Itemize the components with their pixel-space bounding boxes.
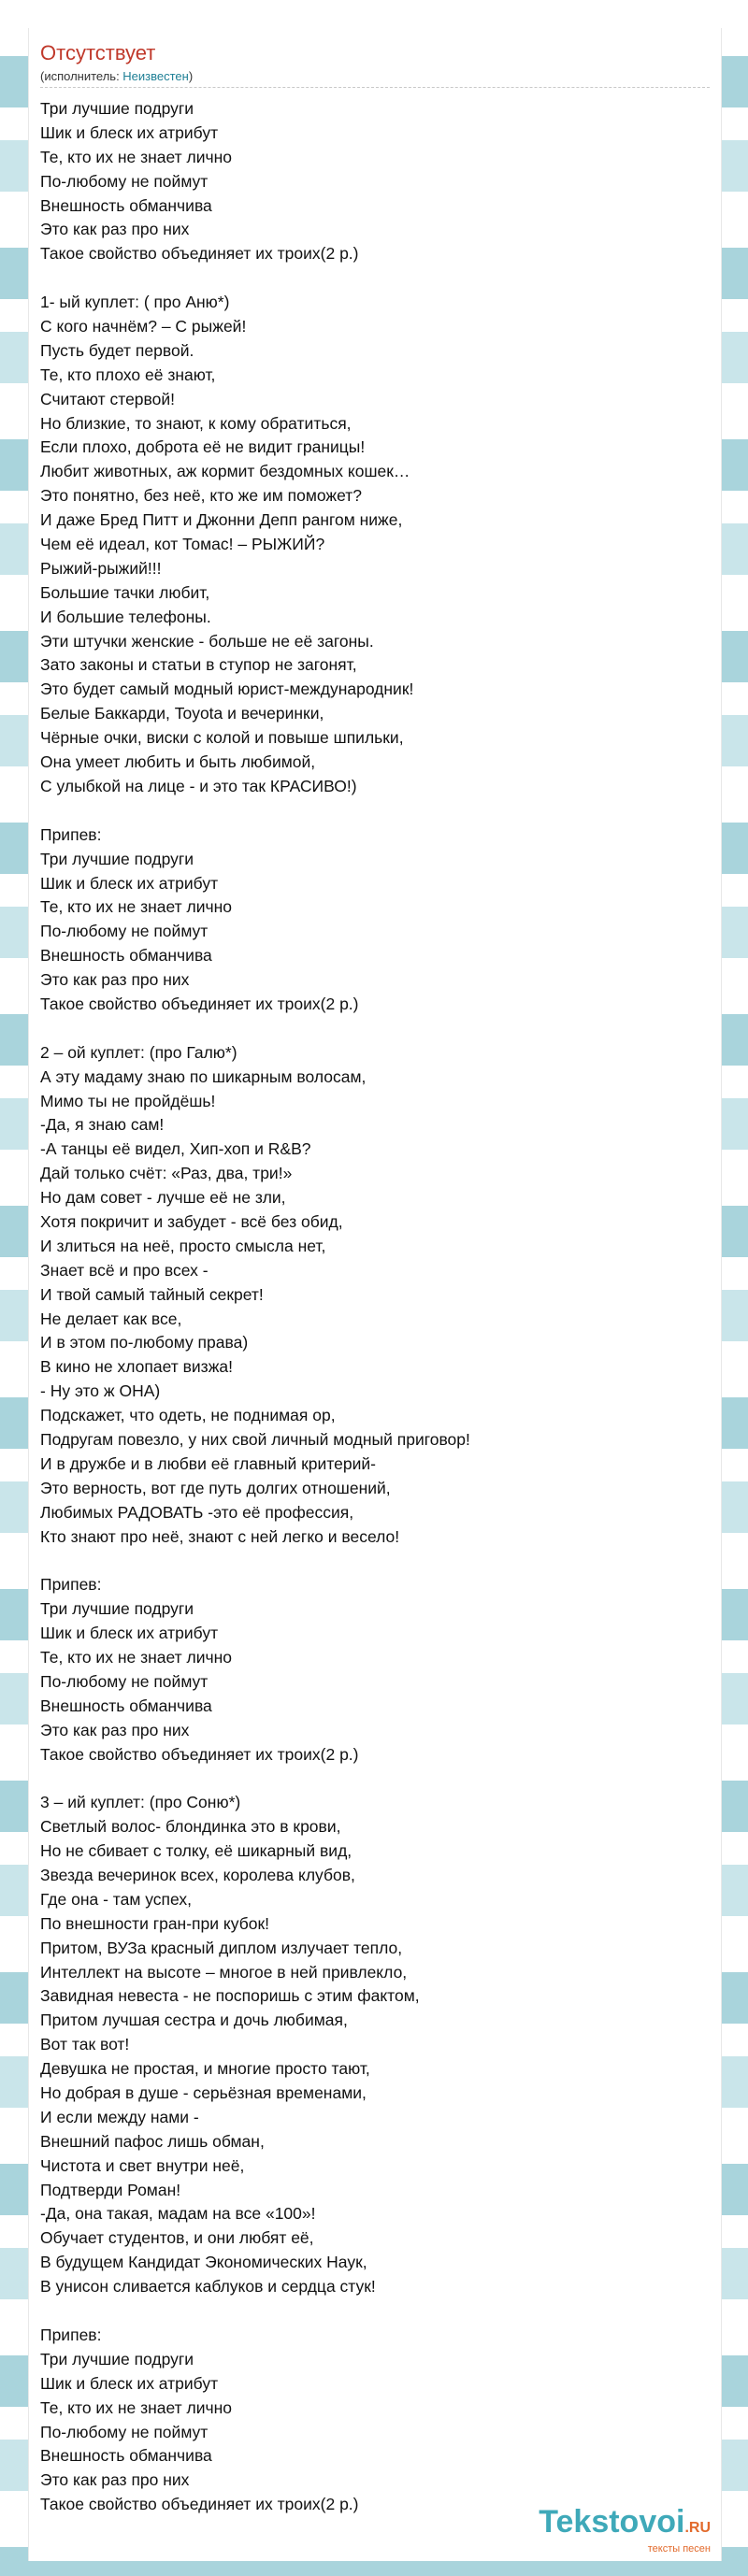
lyric-line: Светлый волос- блондинка это в крови,: [40, 1817, 341, 1837]
lyric-line: Белые Баккарди, Toyota и вечеринки,: [40, 704, 324, 723]
lyric-line: И в этом по-любому права): [40, 1333, 249, 1352]
lyric-line: С кого начнём? – С рыжей!: [40, 317, 247, 336]
lyric-line: Три лучшие подруги: [40, 99, 194, 118]
lyric-line: Такое свойство объединяет их троих(2 р.): [40, 2495, 359, 2514]
logo-name: Tekstovoi: [539, 2504, 685, 2540]
lyric-line: Это как раз про них: [40, 2470, 190, 2490]
lyric-line: Пусть будет первой.: [40, 340, 194, 360]
lyric-line: Такое свойство объединяет их троих(2 р.): [40, 994, 359, 1013]
song-title: Отсутствует: [40, 41, 156, 64]
lyric-line: В кино не хлопает визжа!: [40, 1357, 234, 1377]
lyric-line: Вот так вот!: [40, 2035, 130, 2054]
lyric-line: 2 – ой куплет: (про Галю*): [40, 1042, 237, 1062]
lyric-line: Мимо ты не пройдёшь!: [40, 1091, 216, 1110]
lyric-line: По-любому не поймут: [40, 2422, 209, 2441]
lyric-line: Но близкие, то знают, к кому обратиться,: [40, 413, 352, 433]
lyric-line: Припев:: [40, 1575, 102, 1595]
lyric-line: Хотя покричит и забудет - всё без обид,: [40, 1211, 343, 1231]
lyric-line: Чем её идеал, кот Томас! – РЫЖИЙ?: [40, 535, 325, 554]
lyric-line: Дай только счёт: «Раз, два, три!»: [40, 1164, 293, 1183]
lyric-blank-line: [40, 266, 710, 291]
lyric-line: Те, кто их не знает лично: [40, 147, 233, 166]
artist-line: [40, 69, 193, 83]
lyric-line: Это верность, вот где путь долгих отношений,: [40, 1478, 391, 1497]
lyric-line: Те, кто их не знает лично: [40, 897, 233, 917]
lyric-line: Это как раз про них: [40, 220, 190, 239]
lyric-line: Если плохо, доброта её не видит границы!: [40, 437, 366, 457]
lyric-line: Подскажет, что одеть, не поднимая ор,: [40, 1406, 336, 1425]
lyric-line: Не делает как все,: [40, 1309, 182, 1328]
lyric-line: -Да, она такая, мадам на все «100»!: [40, 2204, 316, 2224]
artist-link[interactable]: Неизвестен: [122, 69, 189, 83]
lyric-line: Те, кто их не знает лично: [40, 2397, 233, 2417]
lyric-line: И если между нами -: [40, 2107, 199, 2126]
lyric-line: Считают стервой!: [40, 389, 176, 408]
lyric-line: Знает всё и про всех -: [40, 1260, 209, 1280]
logo-tagline: тексты песен: [647, 2543, 711, 2555]
lyric-line: По-любому не поймут: [40, 171, 209, 191]
lyric-line: Но добрая в душе - серьёзная временами,: [40, 2083, 367, 2103]
lyric-line: В унисон сливается каблуков и сердца стук!: [40, 2277, 376, 2297]
lyric-line: Это будет самый модный юрист-международник!: [40, 680, 414, 699]
lyric-line: И в дружбе и в любви её главный критерий-: [40, 1453, 376, 1473]
lyric-line: Внешность обманчива: [40, 946, 212, 966]
lyric-line: В будущем Кандидат Экономических Наук,: [40, 2253, 367, 2272]
lyric-line: Она умеет любить и быть любимой,: [40, 752, 316, 772]
lyric-blank-line: [40, 799, 710, 823]
lyric-line: Внешний пафос лишь обман,: [40, 2131, 265, 2151]
lyric-line: Те, кто их не знает лично: [40, 1648, 233, 1667]
lyric-line: Те, кто плохо её знают,: [40, 365, 216, 384]
lyric-line: Притом лучшая сестра и дочь любимая,: [40, 2011, 348, 2030]
lyric-line: По внешности гран-при кубок!: [40, 1913, 269, 1933]
lyric-line: Эти штучки женские - больше не её загоны.: [40, 631, 374, 651]
lyric-line: Три лучшие подруги: [40, 2349, 194, 2368]
lyric-line: И большие телефоны.: [40, 607, 211, 626]
lyric-line: Шик и блеск их атрибут: [40, 873, 219, 893]
lyric-line: Внешность обманчива: [40, 2446, 212, 2466]
lyric-line: А эту мадаму знаю по шикарным волосам,: [40, 1066, 367, 1086]
lyric-line: Обучает студентов, и они любят её,: [40, 2228, 314, 2248]
lyric-line: Но дам совет - лучше её не зли,: [40, 1188, 286, 1208]
lyric-line: Рыжий-рыжий!!!: [40, 558, 162, 578]
lyric-line: Такое свойство объединяет их троих(2 р.): [40, 244, 359, 264]
lyric-line: По-любому не поймут: [40, 1671, 209, 1691]
lyric-line: Завидная невеста - не поспоришь с этим фактом,: [40, 1986, 420, 2006]
lyric-line: - Ну это ж ОНА): [40, 1381, 161, 1401]
lyric-line: Припев:: [40, 2325, 102, 2344]
lyric-line: -А танцы её видел, Хип-хоп и R&B?: [40, 1139, 311, 1159]
lyric-line: Чистота и свет внутри неё,: [40, 2155, 245, 2175]
lyric-line: Любимых РАДОВАТЬ -это её профессия,: [40, 1502, 354, 1522]
lyric-line: Шик и блеск их атрибут: [40, 1624, 219, 1643]
artist-suffix: ): [188, 69, 194, 83]
lyric-line: Девушка не простая, и многие просто тают,: [40, 2059, 370, 2079]
lyric-line: Притом, ВУЗа красный диплом излучает тепло,: [40, 1938, 403, 1957]
lyric-line: Где она - там успех,: [40, 1889, 192, 1909]
lyric-line: Внешность обманчива: [40, 1696, 212, 1715]
lyric-line: 3 – ий куплет: (про Соню*): [40, 1793, 241, 1812]
lyric-line: Большие тачки любит,: [40, 582, 210, 602]
lyric-line: И даже Бред Питт и Джонни Депп рангом ниже,: [40, 510, 403, 530]
lyric-line: Шик и блеск их атрибут: [40, 122, 219, 142]
lyric-line: Звезда вечеринок всех, королева клубов,: [40, 1866, 355, 1885]
logo-tld: .RU: [684, 2520, 711, 2536]
lyric-line: Это понятно, без неё, кто же им поможет?: [40, 486, 363, 506]
lyric-line: И злиться на неё, просто смысла нет,: [40, 1236, 326, 1255]
lyric-line: Это как раз про них: [40, 970, 190, 990]
lyric-line: Шик и блеск их атрибут: [40, 2373, 219, 2393]
header-divider: [40, 87, 710, 88]
lyric-line: Подтверди Роман!: [40, 2180, 181, 2199]
lyric-line: Кто знают про неё, знают с ней легко и весело!: [40, 1526, 400, 1546]
lyric-line: Припев:: [40, 824, 102, 844]
lyric-line: С улыбкой на лице - и это так КРАСИВО!): [40, 776, 357, 795]
lyric-line: Внешность обманчива: [40, 195, 212, 215]
lyric-blank-line: [40, 1767, 710, 1791]
lyric-line: Подругам повезло, у них свой личный модный приговор!: [40, 1429, 470, 1449]
lyric-blank-line: [40, 1017, 710, 1041]
lyric-line: И твой самый тайный секрет!: [40, 1284, 264, 1304]
lyrics-card: [28, 28, 722, 2561]
lyric-line: -Да, я знаю сам!: [40, 1115, 165, 1135]
lyric-line: Но не сбивает с толку, её шикарный вид,: [40, 1841, 352, 1861]
site-logo[interactable]: [539, 2505, 711, 2555]
lyric-line: По-любому не поймут: [40, 922, 209, 941]
lyric-line: Три лучшие подруги: [40, 1599, 194, 1619]
lyric-blank-line: [40, 1549, 710, 1573]
lyric-line: Это как раз про них: [40, 1720, 190, 1739]
lyric-blank-line: [40, 2299, 710, 2324]
lyric-line: Чёрные очки, виски с колой и повыше шпильки,: [40, 728, 404, 748]
artist-prefix: (исполнитель:: [40, 69, 123, 83]
lyric-line: Зато законы и статьи в ступор не загонят,: [40, 655, 357, 675]
lyric-line: Такое свойство объединяет их троих(2 р.): [40, 1744, 359, 1764]
lyrics-text: [40, 97, 710, 2517]
lyric-line: Три лучшие подруги: [40, 849, 194, 868]
lyric-line: 1- ый куплет: ( про Аню*): [40, 293, 230, 312]
lyric-line: Любит животных, аж кормит бездомных кошек…: [40, 462, 410, 481]
lyric-line: Интеллект на высоте – многое в ней привлекло,: [40, 1962, 408, 1982]
